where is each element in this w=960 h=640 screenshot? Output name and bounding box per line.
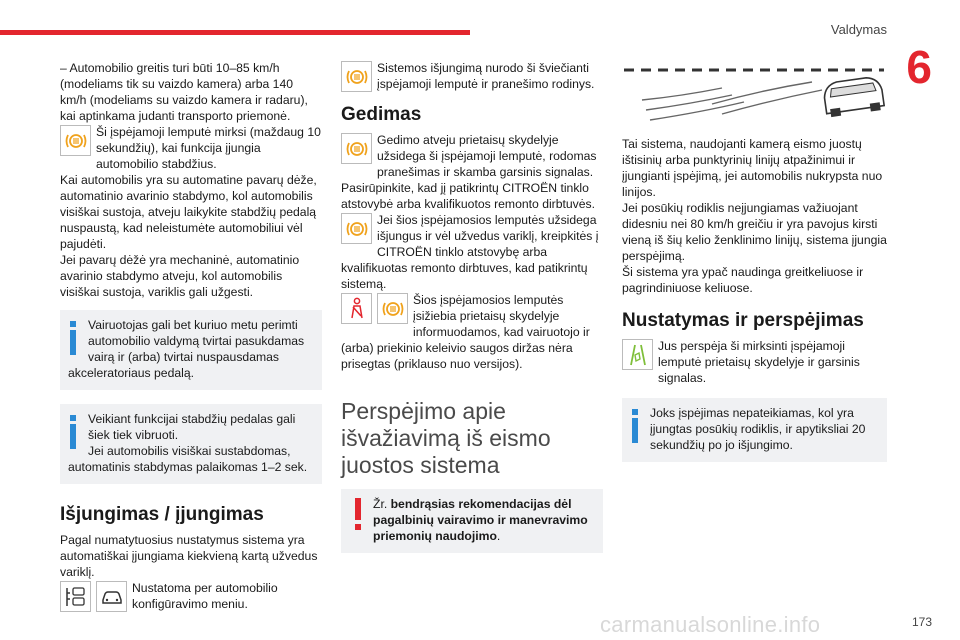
warn-bold-text: bendrąsias rekomendacijas dėl pagalbinių vairavimo ir manevravimo priemonių naudojimo	[373, 497, 588, 543]
warning-light-icon	[60, 125, 91, 156]
deactivation-text: Sistemos išjungimą nurodo ši šviečianti įspėjamoji lemputė ir pranešimo rodinys.	[377, 61, 595, 91]
column-1	[60, 60, 322, 614]
column-3	[622, 60, 887, 462]
persistent-fault-text: Jei šios įspėjamosios lemputės užsidega išjungus ir vėl užvedus variklį, kreipkitės į CITROËN tinklo atstovybę arba kvalifikuotas remonto dirbtuves, kad patikrintų sistemą.	[341, 213, 599, 291]
usefulness-text: Ši sistema yra ypač naudinga greitkeliuose ir pagrindiniuose keliuose.	[622, 265, 864, 295]
heading-settings-alert: Nustatymas ir perspėjimas	[622, 310, 864, 331]
info-text: Vairuotojas gali bet kuriuo metu perimti automobilio valdymą tvirtai pasukdamas vairą ir (arba) tvirtai nuspausdamas akceleratoriaus pedalą.	[68, 318, 305, 380]
lane-departure-illustration	[622, 60, 887, 128]
info-text-indicator: Joks įspėjimas nepateikiamas, kol yra įjungtas posūkių rodiklis, ir apytiksliai 20 sekundžių po jo išjungimo.	[650, 406, 866, 452]
lane-departure-icon	[622, 339, 653, 370]
speed-condition-text: – Automobilio greitis turi būti 10–85 km/h (modeliams tik su vaizdo kamera) arba 140 km/h (modeliams su vaizdo kamera ir radaru), kai aptinkama judanti transporto priemonė.	[60, 61, 308, 123]
heading-on-off: Išjungimas / įjungimas	[60, 504, 264, 525]
vehicle-settings-icon	[60, 581, 91, 612]
info-box-driver-override	[60, 310, 322, 390]
warning-light-icon	[341, 133, 372, 164]
fault-text: Gedimo atveju prietaisų skydelyje užsidega ši įspėjamoji lemputė, rodomas pranešimas ir skamba garsinis signalas.	[377, 133, 597, 179]
info-box-indicator	[622, 398, 887, 462]
watermark: carmanualsonline.info	[600, 612, 821, 637]
lane-alert-para	[622, 338, 887, 386]
heading-faults: Gedimas	[341, 104, 422, 125]
config-menu-para	[60, 580, 322, 614]
activation-condition-text: Jei posūkių rodiklis neįjungiamas važiuojant didesniu nei 80 km/h greičiu ir yra pavojus kirsti vieną iš šių kelio ženklinimo linijų, sistema įjungia perspėjimą.	[622, 201, 887, 263]
system-description-text: Tai sistema, naudojanti kamerą eismo juostų ištisinių arba punktyrinių linijų atpažinimui ir įjungianti įspėjimą, jei automobilis nukrypsta nuo linijos.	[622, 137, 883, 199]
warn-prefix: Žr.	[373, 497, 391, 511]
warning-light-icon	[341, 213, 372, 244]
seatbelt-para	[341, 292, 603, 372]
info-box-brake-vibration	[60, 404, 322, 484]
section-title: Valdymas	[830, 22, 887, 37]
column-2	[341, 60, 603, 553]
info-icon	[70, 321, 76, 355]
info-text-hold: Jei automobilis visiškai sustabdomas, automatinis stabdymas palaikomas 1–2 sek.	[68, 444, 308, 474]
warning-box-recommendations	[341, 489, 603, 553]
seatbelt-text: Šios įspėjamosios lemputės įsižiebia prietaisų skydelyje informuodamos, kad vairuotojo ir (arba) priekinio keleivio saugos diržas nėra prisegtas (priklauso nuo versijos).	[341, 293, 590, 371]
seatbelt-icon	[341, 293, 372, 324]
warning-light-icon	[377, 293, 408, 324]
info-text-vibration: Veikiant funkcijai stabdžių pedalas gali šiek tiek vibruoti.	[88, 412, 296, 442]
header-accent-bar	[0, 30, 470, 35]
persistent-fault-para	[341, 212, 603, 292]
car-config-icon	[96, 581, 127, 612]
config-menu-text: Nustatoma per automobilio konfigūravimo meniu.	[132, 581, 278, 611]
dealer-check-text: Pasirūpinkite, kad jį patikrintų CITROËN tinklo atstovybė arba kvalifikuotos remonto dirbtuvės.	[341, 181, 596, 211]
default-activation-text: Pagal numatytuosius nustatymus sistema yra automatiškai įjungiama kiekvieną kartą užvedus variklį.	[60, 533, 318, 579]
info-icon	[70, 415, 76, 449]
heading-lane-departure: Perspėjimo apie išvažiavimą iš eismo juostos sistema	[341, 398, 551, 478]
warning-light-icon	[341, 61, 372, 92]
manual-gearbox-text: Jei pavarų dėžė yra mechaninė, automatinio avarinio stabdymo atveju, kol automobilis visiškai sustoja, variklis gali užgesti.	[60, 253, 300, 299]
warn-suffix: .	[496, 529, 501, 543]
chapter-number: 6	[906, 41, 932, 93]
deactivation-para	[341, 60, 603, 94]
auto-gearbox-text: Kai automobilis yra su automatine pavarų dėže, automatinio avarinio stabdymo, kol automobilis visiškai sustoja, atveju laikykite stabdžių pedalą nuspaustą, kad neleistumėte automobiliui vėl pajudėti.	[60, 173, 317, 251]
page-number: 173	[911, 615, 932, 629]
exclamation-icon	[353, 498, 363, 532]
warning-light-para	[60, 124, 322, 172]
fault-para	[341, 132, 603, 180]
info-icon	[632, 409, 638, 443]
lane-alert-text: Jus perspėja ši mirksinti įspėjamoji lemputė prietaisų skydelyje ir garsinis signalas.	[658, 339, 860, 385]
warning-light-text: Ši įspėjamoji lemputė mirksi (maždaug 10 sekundžių), kai funkcija įjungia automobilio stabdžius.	[96, 125, 321, 171]
